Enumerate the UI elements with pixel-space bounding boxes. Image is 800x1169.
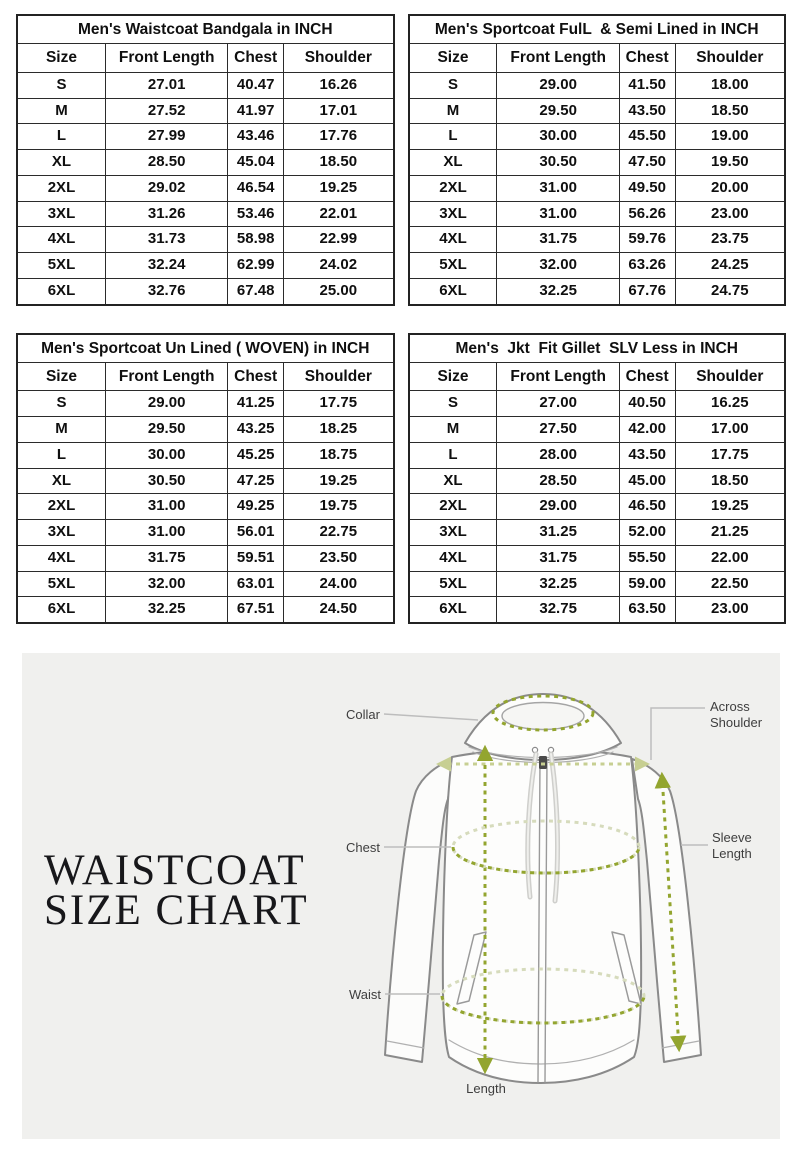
table-cell: 30.00	[105, 442, 227, 468]
chest-label: Chest	[346, 840, 380, 855]
table-cell: 4XL	[409, 227, 497, 253]
length-label: Length	[466, 1081, 506, 1096]
table-cell: 41.97	[228, 98, 284, 124]
table-cell: 31.00	[105, 494, 227, 520]
table-cell: 19.25	[675, 494, 785, 520]
table-cell: 23.75	[675, 227, 785, 253]
sleeve-length-label-line2: Length	[712, 846, 752, 861]
collar-label: Collar	[346, 707, 380, 722]
table-sportcoat-unlined-woven	[16, 333, 395, 625]
column-header-shoulder: Shoulder	[675, 362, 785, 390]
table-cell: 23.50	[284, 545, 394, 571]
table-cell: 40.47	[228, 72, 284, 98]
table-title-row	[17, 334, 394, 363]
table-cell: 5XL	[409, 253, 497, 279]
size-tables-grid	[16, 14, 786, 624]
table-cell: 3XL	[409, 520, 497, 546]
table-cell: 5XL	[17, 253, 105, 279]
table-title: Men's Jkt Fit Gillet SLV Less in INCH	[409, 334, 786, 363]
table-cell: 5XL	[409, 571, 497, 597]
table-cell: 19.00	[675, 124, 785, 150]
table-title: Men's Sportcoat FulL & Semi Lined in INCH	[409, 15, 786, 44]
table-cell: L	[409, 124, 497, 150]
table-cell: 2XL	[409, 494, 497, 520]
table-cell: 67.51	[228, 597, 284, 623]
table-cell: 58.98	[228, 227, 284, 253]
column-header-size: Size	[17, 362, 105, 390]
table-cell: 24.00	[284, 571, 394, 597]
table-row	[409, 468, 786, 494]
collar-leader-line	[384, 714, 478, 720]
across-shoulder-label	[710, 699, 762, 731]
table-cell: M	[409, 417, 497, 443]
table-cell: 56.26	[619, 201, 675, 227]
table-row	[409, 571, 786, 597]
table-title: Men's Waistcoat Bandgala in INCH	[17, 15, 394, 44]
table-cell: 27.52	[105, 98, 227, 124]
table-cell: 47.25	[228, 468, 284, 494]
table-row	[17, 597, 394, 623]
table-cell: 19.25	[284, 468, 394, 494]
table-cell: 17.75	[284, 391, 394, 417]
table-cell: 31.75	[497, 545, 619, 571]
table-cell: 55.50	[619, 545, 675, 571]
table-cell: 24.02	[284, 253, 394, 279]
table-cell: 6XL	[17, 278, 105, 304]
table-row	[17, 417, 394, 443]
table-cell: 46.54	[228, 175, 284, 201]
table-cell: 43.25	[228, 417, 284, 443]
table-row	[17, 571, 394, 597]
table-cell: 45.50	[619, 124, 675, 150]
table-cell: 3XL	[409, 201, 497, 227]
table-cell: 46.50	[619, 494, 675, 520]
table-cell: 18.50	[675, 468, 785, 494]
table-cell: 45.00	[619, 468, 675, 494]
table-cell: XL	[17, 150, 105, 176]
table-header-row	[17, 44, 394, 72]
table-cell: 27.99	[105, 124, 227, 150]
table-row	[409, 391, 786, 417]
table-header-row	[409, 362, 786, 390]
table-row	[17, 494, 394, 520]
table-sportcoat-full-semi-lined	[408, 14, 787, 306]
table-row	[409, 227, 786, 253]
table-cell: 28.00	[497, 442, 619, 468]
across-shoulder-label-line1: Across	[710, 699, 750, 714]
waist-label: Waist	[348, 987, 381, 1002]
table-row	[409, 597, 786, 623]
table-cell: 43.46	[228, 124, 284, 150]
size-guide-panel	[22, 653, 780, 1139]
table-cell: 19.25	[284, 175, 394, 201]
table-cell: 52.00	[619, 520, 675, 546]
table-cell: 17.76	[284, 124, 394, 150]
table-cell: 17.01	[284, 98, 394, 124]
table-cell: 3XL	[17, 520, 105, 546]
table-cell: 67.48	[228, 278, 284, 304]
table-cell: 41.25	[228, 391, 284, 417]
column-header-chest: Chest	[228, 362, 284, 390]
table-row	[409, 545, 786, 571]
table-cell: 32.25	[105, 597, 227, 623]
table-cell: S	[409, 391, 497, 417]
table-cell: 29.00	[105, 391, 227, 417]
heading-line-2: SIZE CHART	[44, 887, 309, 934]
table-cell: 49.50	[619, 175, 675, 201]
table-cell: 29.02	[105, 175, 227, 201]
table-cell: 22.00	[675, 545, 785, 571]
table-cell: 62.99	[228, 253, 284, 279]
table-cell: 21.25	[675, 520, 785, 546]
table-cell: 40.50	[619, 391, 675, 417]
table-row	[17, 227, 394, 253]
jacket-drawing	[385, 694, 701, 1083]
table-cell: 30.50	[497, 150, 619, 176]
table-cell: 31.00	[497, 175, 619, 201]
table-cell: 4XL	[17, 227, 105, 253]
table-row	[409, 175, 786, 201]
table-title-row	[17, 15, 394, 44]
table-row	[17, 520, 394, 546]
table-cell: 4XL	[409, 545, 497, 571]
table-cell: 30.00	[497, 124, 619, 150]
table-row	[409, 442, 786, 468]
table-cell: 17.00	[675, 417, 785, 443]
table-row	[17, 98, 394, 124]
table-cell: 4XL	[17, 545, 105, 571]
table-row	[409, 278, 786, 304]
sleeve-length-label	[712, 830, 752, 862]
table-row	[409, 520, 786, 546]
table-cell: M	[409, 98, 497, 124]
table-cell: 29.00	[497, 72, 619, 98]
table-title-row	[409, 15, 786, 44]
across-shoulder-label-line2: Shoulder	[710, 715, 763, 730]
table-cell: 43.50	[619, 442, 675, 468]
column-header-shoulder: Shoulder	[675, 44, 785, 72]
table-cell: 29.00	[497, 494, 619, 520]
column-header-front-length: Front Length	[497, 362, 619, 390]
right-sleeve	[632, 759, 701, 1062]
table-cell: 32.75	[497, 597, 619, 623]
table-row	[17, 72, 394, 98]
table-cell: 6XL	[17, 597, 105, 623]
table-cell: 27.50	[497, 417, 619, 443]
table-cell: 29.50	[105, 417, 227, 443]
table-cell: M	[17, 98, 105, 124]
column-header-front-length: Front Length	[497, 44, 619, 72]
table-row	[409, 98, 786, 124]
table-row	[17, 545, 394, 571]
table-row	[17, 175, 394, 201]
table-cell: 28.50	[105, 150, 227, 176]
table-row	[409, 124, 786, 150]
table-row	[409, 150, 786, 176]
table-cell: 20.00	[675, 175, 785, 201]
table-title-row	[409, 334, 786, 363]
table-cell: 31.75	[105, 545, 227, 571]
column-header-size: Size	[409, 44, 497, 72]
table-cell: L	[17, 442, 105, 468]
table-cell: 32.00	[105, 571, 227, 597]
table-cell: L	[409, 442, 497, 468]
table-cell: 24.50	[284, 597, 394, 623]
table-cell: 22.75	[284, 520, 394, 546]
table-cell: S	[17, 72, 105, 98]
table-cell: 6XL	[409, 597, 497, 623]
table-row	[17, 124, 394, 150]
table-cell: 32.24	[105, 253, 227, 279]
table-row	[17, 391, 394, 417]
column-header-size: Size	[409, 362, 497, 390]
table-row	[409, 253, 786, 279]
table-cell: 31.00	[497, 201, 619, 227]
table-header-row	[17, 362, 394, 390]
table-cell: 22.50	[675, 571, 785, 597]
table-cell: 56.01	[228, 520, 284, 546]
table-row	[409, 417, 786, 443]
table-jkt-fit-gillet-sleeveless	[408, 333, 787, 625]
table-cell: 22.99	[284, 227, 394, 253]
table-cell: 59.00	[619, 571, 675, 597]
column-header-shoulder: Shoulder	[284, 362, 394, 390]
table-cell: 19.75	[284, 494, 394, 520]
heading-line-1: WAISTCOAT	[44, 847, 306, 894]
table-cell: 16.26	[284, 72, 394, 98]
column-header-chest: Chest	[619, 44, 675, 72]
table-cell: 42.00	[619, 417, 675, 443]
table-cell: 27.01	[105, 72, 227, 98]
table-cell: XL	[409, 468, 497, 494]
table-cell: 32.00	[497, 253, 619, 279]
table-cell: 29.50	[497, 98, 619, 124]
table-cell: 2XL	[17, 175, 105, 201]
table-row	[409, 201, 786, 227]
table-row	[409, 72, 786, 98]
table-cell: 63.01	[228, 571, 284, 597]
table-row	[17, 278, 394, 304]
table-cell: 31.73	[105, 227, 227, 253]
table-cell: 30.50	[105, 468, 227, 494]
table-cell: 18.50	[284, 150, 394, 176]
table-cell: 18.25	[284, 417, 394, 443]
table-cell: 63.26	[619, 253, 675, 279]
table-cell: 53.46	[228, 201, 284, 227]
table-title: Men's Sportcoat Un Lined ( WOVEN) in INCH	[17, 334, 394, 363]
table-cell: 31.26	[105, 201, 227, 227]
table-waistcoat-bandgala	[16, 14, 395, 306]
column-header-size: Size	[17, 44, 105, 72]
table-cell: 32.25	[497, 278, 619, 304]
table-cell: 49.25	[228, 494, 284, 520]
table-cell: 31.00	[105, 520, 227, 546]
table-cell: M	[17, 417, 105, 443]
table-cell: 18.75	[284, 442, 394, 468]
table-cell: L	[17, 124, 105, 150]
table-cell: 24.75	[675, 278, 785, 304]
table-header-row	[409, 44, 786, 72]
column-header-chest: Chest	[228, 44, 284, 72]
column-header-shoulder: Shoulder	[284, 44, 394, 72]
table-cell: 43.50	[619, 98, 675, 124]
table-cell: 32.25	[497, 571, 619, 597]
size-guide-heading	[44, 847, 309, 934]
jacket-body	[443, 750, 641, 1084]
table-cell: 25.00	[284, 278, 394, 304]
table-cell: 28.50	[497, 468, 619, 494]
table-cell: 22.01	[284, 201, 394, 227]
column-header-front-length: Front Length	[105, 362, 227, 390]
table-cell: S	[409, 72, 497, 98]
table-row	[17, 253, 394, 279]
table-cell: 67.76	[619, 278, 675, 304]
table-cell: 31.25	[497, 520, 619, 546]
table-cell: 45.04	[228, 150, 284, 176]
table-cell: 23.00	[675, 597, 785, 623]
table-cell: 59.76	[619, 227, 675, 253]
table-cell: 2XL	[409, 175, 497, 201]
table-cell: 3XL	[17, 201, 105, 227]
table-cell: 23.00	[675, 201, 785, 227]
table-cell: S	[17, 391, 105, 417]
table-cell: 59.51	[228, 545, 284, 571]
table-cell: 5XL	[17, 571, 105, 597]
table-cell: 19.50	[675, 150, 785, 176]
table-cell: 16.25	[675, 391, 785, 417]
table-row	[17, 442, 394, 468]
table-row	[409, 494, 786, 520]
table-row	[17, 201, 394, 227]
column-header-chest: Chest	[619, 362, 675, 390]
sleeve-length-label-line1: Sleeve	[712, 830, 752, 845]
table-cell: 63.50	[619, 597, 675, 623]
table-cell: 17.75	[675, 442, 785, 468]
table-cell: XL	[409, 150, 497, 176]
column-header-front-length: Front Length	[105, 44, 227, 72]
across-shoulder-leader-line	[651, 708, 705, 760]
table-cell: 27.00	[497, 391, 619, 417]
table-cell: 45.25	[228, 442, 284, 468]
table-cell: 47.50	[619, 150, 675, 176]
table-cell: 6XL	[409, 278, 497, 304]
table-cell: 18.50	[675, 98, 785, 124]
table-cell: 31.75	[497, 227, 619, 253]
table-cell: XL	[17, 468, 105, 494]
table-row	[17, 150, 394, 176]
table-row	[17, 468, 394, 494]
table-cell: 32.76	[105, 278, 227, 304]
table-cell: 2XL	[17, 494, 105, 520]
table-cell: 24.25	[675, 253, 785, 279]
table-cell: 18.00	[675, 72, 785, 98]
table-cell: 41.50	[619, 72, 675, 98]
